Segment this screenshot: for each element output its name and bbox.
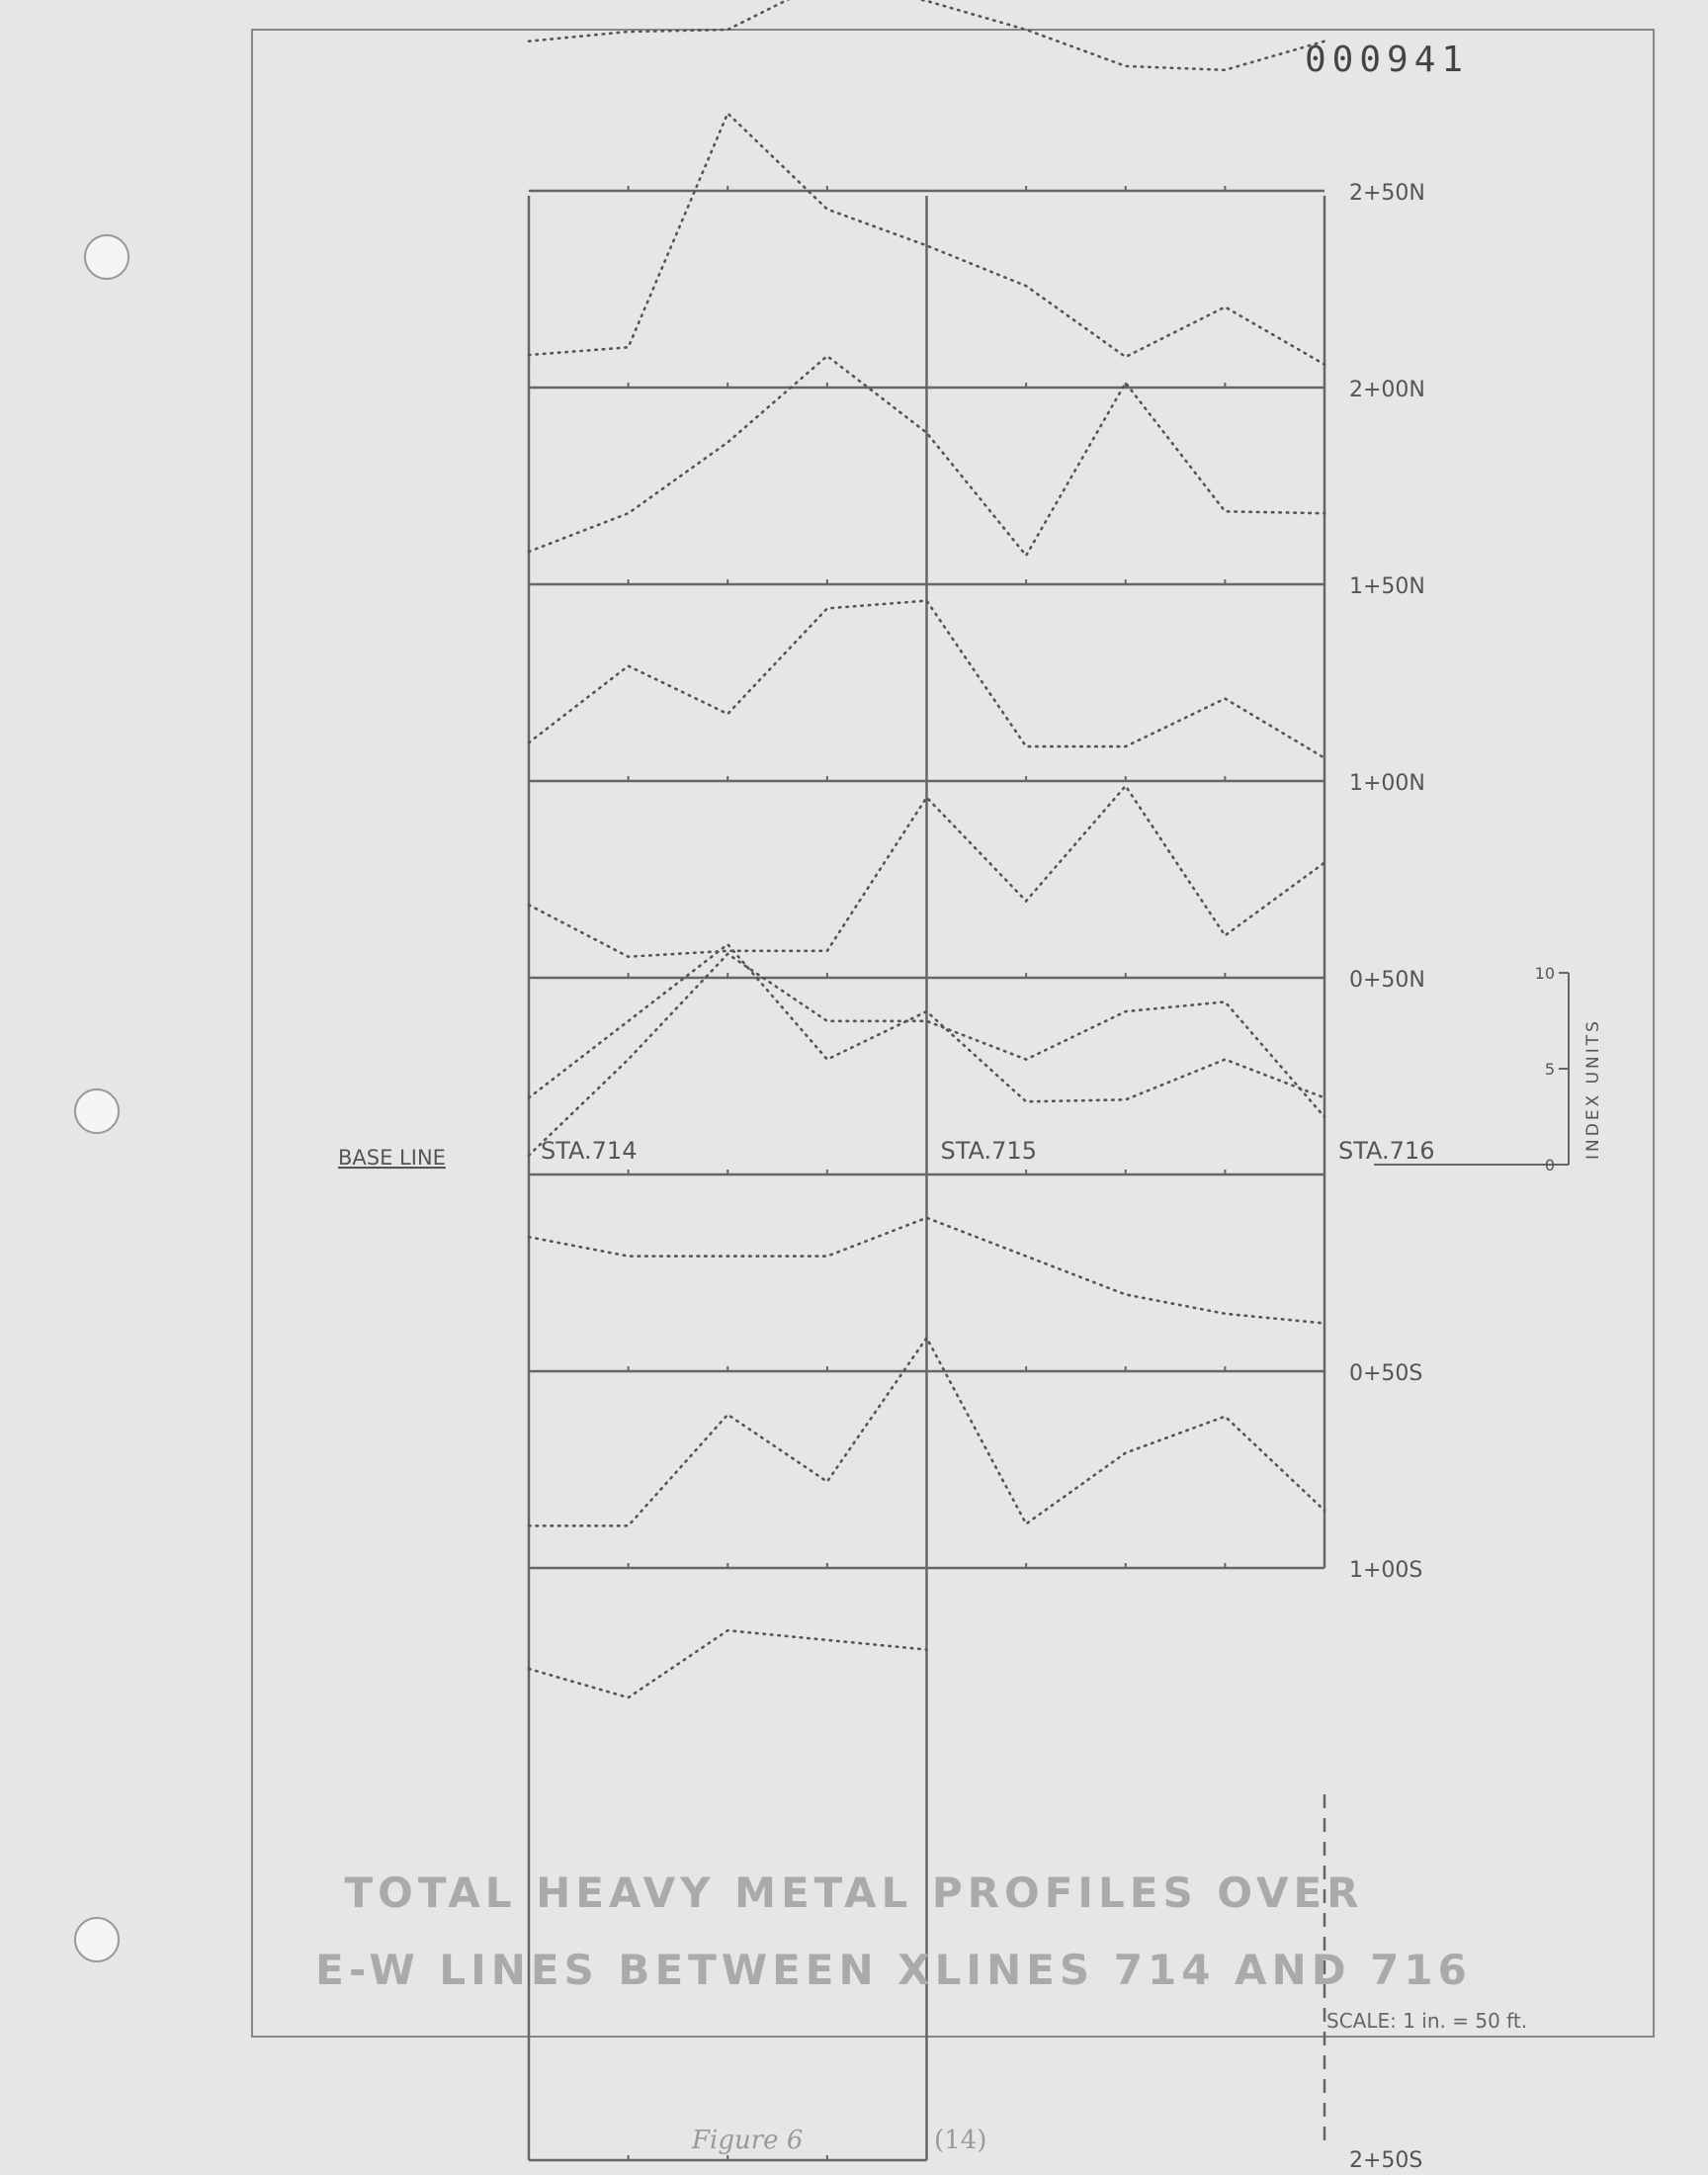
line-label: 0+50N: [1349, 968, 1425, 993]
index-scale-tick-label: 5: [1544, 1060, 1555, 1079]
line-label: 2+50N: [1349, 181, 1425, 206]
line-label: 1+00N: [1349, 771, 1425, 796]
handwritten-note: Figure 6: [692, 2126, 804, 2155]
title-line-2: E-W LINES BETWEEN XLINES 714 AND 716: [315, 1946, 1472, 1994]
station-label: STA.715: [940, 1137, 1037, 1165]
document-number: 000941: [1305, 40, 1470, 80]
index-scale-tick-label: 0: [1544, 1156, 1555, 1174]
line-label: 1+50N: [1349, 574, 1425, 599]
line-label: 0+50S: [1349, 1361, 1423, 1386]
title-line-1: TOTAL HEAVY METAL PROFILES OVER: [344, 1869, 1364, 1917]
line-label: 2+50S: [1349, 2148, 1423, 2173]
index-units-label: INDEX UNITS: [1583, 1018, 1603, 1160]
baseline-label: BASE LINE: [338, 1146, 446, 1170]
station-label: STA.716: [1338, 1137, 1435, 1165]
punch-hole-1: [85, 235, 128, 279]
punch-hole-2: [75, 1089, 119, 1133]
line-label: 2+00N: [1349, 378, 1425, 402]
index-scale-tick-label: 10: [1534, 964, 1555, 983]
line-label: 1+00S: [1349, 1558, 1423, 1583]
handwritten-page: (14): [934, 2126, 987, 2155]
scale-note: SCALE: 1 in. = 50 ft.: [1326, 2009, 1528, 2033]
station-label: STA.714: [541, 1137, 638, 1165]
